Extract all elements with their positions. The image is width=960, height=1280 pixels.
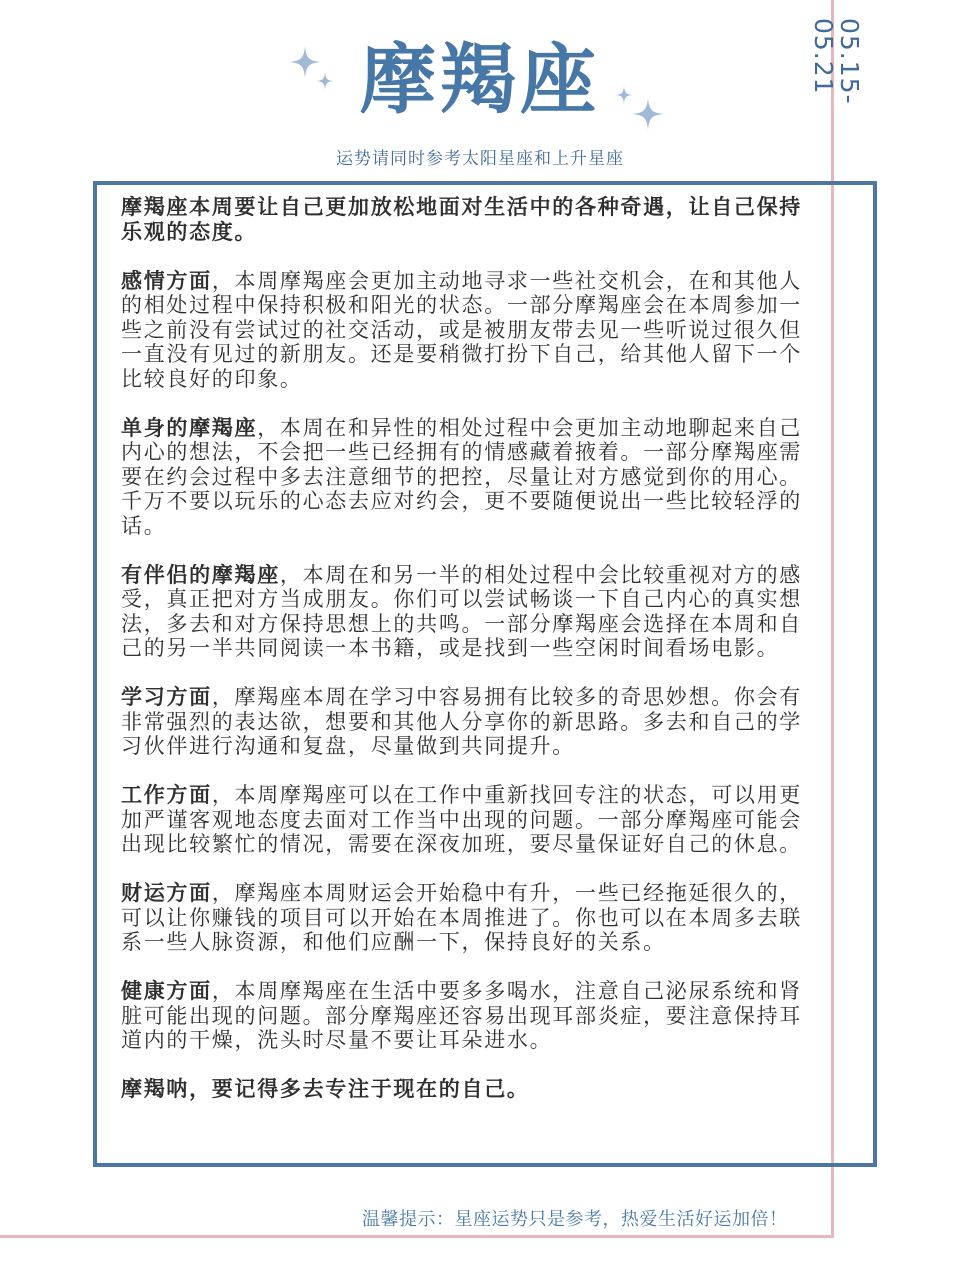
section-text: ，本周摩羯座会更加主动地寻求一些社交机会，在和其他人的相处过程中保持积极和阳光的状态。一部分摩羯座会在本周参加一些之前没有尝试过的社交活动，或是被朋友带去见一些听说过很久但一直没有见过的新朋友。还是要稍微打扮下自己，给其他人留下一个比较良好的印象。 xyxy=(121,268,803,391)
footer-tip: 温馨提示：星座运势只是参考，热爱生活好运加倍！ xyxy=(362,1209,788,1230)
section-heading: 健康方面 xyxy=(121,979,212,1003)
page-title: 摩羯座 xyxy=(360,35,600,124)
section-text: ，本周在和另一半的相处过程中会比较重视对方的感受，真正把对方当成朋友。你们可以尝试畅谈一下自己内心的真实想法，多去和对方保持思想上的共鸣。一部分摩羯座会选择在本周和自己的另一半共同阅读一本书籍，或是找到一些空闲时间看场电影。 xyxy=(121,562,803,660)
date-range: 05.15-05.21 xyxy=(809,18,864,105)
section-text: ，本周摩羯座可以在工作中重新找回专注的状态，可以用更加严谨客观地态度去面对工作当中出现的问题。一部分摩羯座可能会出现比较繁忙的情况，需要在深夜加班，要尽量保证好自己的休息。 xyxy=(121,783,803,856)
section-single xyxy=(121,416,821,539)
intro-paragraph: 摩羯座本周要让自己更加放松地面对生活中的各种奇遇，让自己保持乐观的态度。 xyxy=(121,195,802,244)
section-health xyxy=(121,979,821,1053)
section-love xyxy=(121,269,821,392)
section-heading: 工作方面 xyxy=(121,783,212,807)
page-subtitle: 运势请同时参考太阳星座和上升星座 xyxy=(336,149,624,169)
outro-paragraph: 摩羯呐，要记得多去专注于现在的自己。 xyxy=(121,1077,530,1101)
section-work xyxy=(121,783,821,857)
section-study xyxy=(121,685,821,759)
horoscope-content xyxy=(121,195,821,1126)
section-heading: 单身的摩羯座 xyxy=(121,415,258,440)
section-text: ，摩羯座本周在学习中容易拥有比较多的奇思妙想。你会有非常强烈的表达欲，想要和其他人分享你的新思路。多去和自己的学习伙伴进行沟通和复盘，尽量做到共同提升。 xyxy=(121,685,803,758)
section-text: ，摩羯座本周财运会开始稳中有升，一些已经拖延很久的，可以让你赚钱的项目可以开始在本周推进了。你也可以在本周多去联系一些人脉资源，和他们应酬一下，保持良好的关系。 xyxy=(121,881,803,954)
section-text: ，本周在和异性的相处过程中会更加主动地聊起来自己内心的想法，不会把一些已经拥有的情感藏着掖着。一部分摩羯座需要在约会过程中多去注意细节的把控，尽量让对方感觉到你的用心。千万不要以玩乐的心态去应对约会，更不要随便说出一些比较轻浮的话。 xyxy=(121,415,803,538)
section-heading: 学习方面 xyxy=(121,685,212,709)
section-heading: 有伴侣的摩羯座 xyxy=(121,562,280,587)
section-partnered xyxy=(121,563,821,661)
section-heading: 财运方面 xyxy=(121,881,212,905)
section-heading: 感情方面 xyxy=(121,268,212,293)
pink-horizontal-line xyxy=(0,1235,834,1238)
section-text: ，本周摩羯座在生活中要多多喝水，注意自己泌尿系统和肾脏可能出现的问题。部分摩羯座还容易出现耳部炎症，要注意保持耳道内的干燥，洗头时尽量不要让耳朵进水。 xyxy=(121,979,803,1052)
section-wealth xyxy=(121,881,821,955)
